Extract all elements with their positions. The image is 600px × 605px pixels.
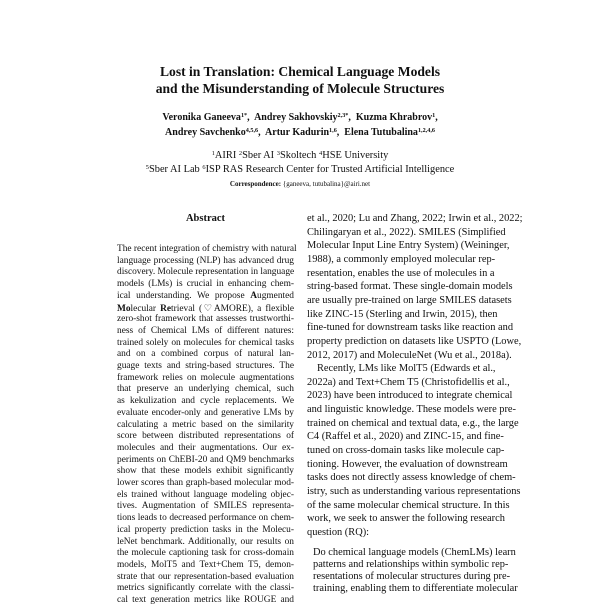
text-line: models, MolT5 and Text+Chem T5, demon- (117, 559, 294, 570)
text-line (117, 291, 294, 301)
text-line: evaluate encoder-only and generative LMs by (117, 407, 294, 418)
author-affil-mark: 1 (432, 112, 436, 120)
author-name: Andrey Savchenko (165, 127, 246, 138)
text-line: The recent integration of chemistry with natural (117, 244, 297, 254)
author-affil-mark: 1,2,4,6 (417, 127, 435, 135)
text-line: lower scores than graph-based molecular mod- (117, 478, 294, 488)
text-line: 2022a) and Text+Chem T5 (Christofidellis et al., (307, 376, 510, 388)
text-segment: Mo (117, 303, 131, 314)
text-line: of the same molecular chemical structure. In this (307, 499, 510, 511)
text-line: and linguistic knowledge. These models were pre- (307, 404, 517, 416)
affiliation: HSE University (322, 150, 389, 161)
author-name: Elena Tutubalina (344, 127, 418, 138)
affil-mark: 4 (318, 150, 323, 158)
affiliations-line-1 (0, 150, 600, 161)
text-segment: A (250, 290, 258, 301)
affil-mark: 1 (211, 150, 215, 158)
text-line: leNet benchmark. Additionally, our results on (117, 536, 294, 547)
text-line: zero-shot framework that assesses trustworthi- (117, 314, 294, 325)
text-line: et al., 2020; Lu and Zhang, 2022; Irwin et al., 2022; (307, 213, 523, 224)
author-affil-mark: 2,3* (337, 112, 349, 120)
text-line: ness of Chemical LMs of different natures: (117, 325, 294, 336)
text-line: cal text generation metrics like ROUGE and (117, 595, 294, 605)
text-line: Do chemical language models (ChemLMs) learn (313, 547, 516, 558)
text-line: Molecular Input Line Entry System) (Weininger, (307, 240, 510, 252)
text-line: question (RQ): (307, 526, 370, 538)
affil-mark: 3 (276, 150, 280, 158)
text-line: and on a combined corpus of natural lan- (117, 349, 294, 360)
affiliation: ISP RAS Research Center for Trusted Artificial Intelligence (205, 164, 455, 175)
correspondence-email: {ganeeva, tutubalina}@airi.net (282, 180, 371, 188)
text-line: resentations of molecular structures during pre- (313, 570, 511, 582)
text-line (117, 303, 294, 314)
text-line: tuned on cross-domain tasks like molecule cap- (307, 445, 505, 457)
text-line: language processing (NLP) has advanced drug (117, 255, 294, 266)
text-line: framework relies on molecule augmentations (117, 372, 294, 383)
text-line: are usually pre-trained on large SMILES datasets (307, 294, 512, 306)
text-line: calculating a metric based on the similarity (117, 419, 294, 430)
text-line: metrics significantly correlate with the classi- (117, 583, 294, 594)
text-line: C4 (Raffel et al., 2020) and ZINC-15, and fine- (307, 431, 504, 443)
text-line: property prediction on datasets like USPTO (Lowe, (307, 335, 522, 347)
author-name: Andrey Sakhovskiy (254, 112, 338, 123)
text-line: 2023) have been introduced to integrate chemical (307, 390, 513, 402)
text-line: molecules and their augmentations. Our ex- (117, 442, 294, 453)
text-segment: lecular (130, 303, 161, 314)
text-line: fine-tuned for downstream tasks like reaction and (307, 322, 514, 334)
author-line-2: Andrey Savchenko$^{4,5,6}$, Artur Kadurin$^{1,6}$, Elena Tutubalina$^{1,2,4,6}$ (165, 127, 435, 138)
text-line: tives. Augmentation of SMILES representa- (117, 501, 294, 512)
text-line: string-based format. These single-domain models (307, 281, 513, 293)
text-line: as kekulization and cycle replacements. We (117, 396, 294, 407)
affiliations-line-2 (0, 164, 600, 175)
author-name: Artur Kadurin (265, 127, 330, 138)
text-line: the molecule captioning task for cross-domain (117, 548, 294, 559)
author-name: Kuzma Khrabrov (355, 112, 433, 123)
text-line: ical property prediction tasks in the Molecu- (117, 524, 294, 535)
text-line: Chilingaryan et al., 2022). SMILES (Simplified (307, 226, 506, 238)
abstract-heading: Abstract (185, 213, 226, 224)
text-line: tioning. However, the evaluation of downstream (307, 458, 508, 470)
author-name: Veronika Ganeeva (162, 112, 241, 123)
author-affil-mark: 1* (240, 112, 248, 120)
text-line: training, enabling them to differentiate molecular (313, 582, 518, 594)
text-line: tions leads to decreased performance on chem- (117, 513, 294, 524)
text-line: resentation, enables the use of molecules in a (307, 267, 495, 279)
text-line: that preserve an underlying chemical, such (117, 384, 294, 395)
text-line: like ZINC-15 (Sterling and Irwin, 2015), then (307, 308, 498, 320)
author-line-1: Veronika Ganeeva$^{1*}$, Andrey Sakhovskiy$^{2,3*}$, Kuzma Khrabrov$^1$, (162, 112, 438, 123)
affil-mark: 5 (145, 164, 149, 172)
correspondence-label: Correspondence: (229, 180, 282, 188)
text-line: models (LMs) is crucial in enhancing chem- (117, 279, 294, 290)
text-line: tasks does not directly assess knowledge of chem- (307, 472, 516, 484)
author-affil-mark: 1,6 (329, 127, 337, 135)
text-line: work, we seek to answer the following research (307, 513, 505, 525)
text-segment: Re (160, 303, 172, 314)
text-line: strate that our representation-based evaluation (117, 571, 294, 582)
text-line: trained on chemical and textual data, e.g., the large (307, 417, 519, 429)
text-segment: trieval (♡AMORE), a flexible (171, 303, 294, 314)
text-line: patterns and relationships within symbolic rep- (313, 558, 509, 570)
paper-title-line-2: and the Misunderstanding of Molecule Structures (155, 81, 445, 96)
text-line: trained solely on molecules for chemical tasks (117, 337, 294, 348)
text-line: periments on ChEBI-20 and QM9 benchmarks (117, 454, 294, 465)
author-affil-mark: 4,5,6 (245, 127, 259, 135)
text-line: discovery. Molecule representation in language (117, 267, 295, 278)
text-line: Recently, LMs like MolT5 (Edwards et al., (317, 363, 496, 375)
affiliation: Skoltech (279, 150, 317, 161)
text-line: 1988), a commonly employed molecular rep- (307, 253, 496, 265)
affiliation: Sber AI Lab (148, 164, 200, 175)
affiliation: AIRI (214, 150, 237, 161)
paper-title-line-1: Lost in Translation: Chemical Language Models (159, 64, 441, 79)
affiliation: Sber AI (242, 150, 275, 161)
text-line: guage texts and string-based structures. The (117, 361, 294, 371)
correspondence (0, 180, 600, 188)
text-line: istry, such as understanding various representations (307, 486, 521, 497)
affil-mark: 2 (238, 150, 243, 158)
text-segment: ugmented (257, 290, 294, 301)
text-line: els trained without language modeling objec- (117, 489, 294, 500)
text-line: 2012, 2017) and MoleculeNet (Wu et al., 2018a). (307, 349, 512, 361)
text-line: score between distributed representations of (117, 431, 294, 442)
text-segment: ical understanding. We propose (117, 290, 251, 301)
affil-mark: 6 (202, 164, 206, 172)
text-line: show that these models exhibit significantly (117, 466, 294, 477)
